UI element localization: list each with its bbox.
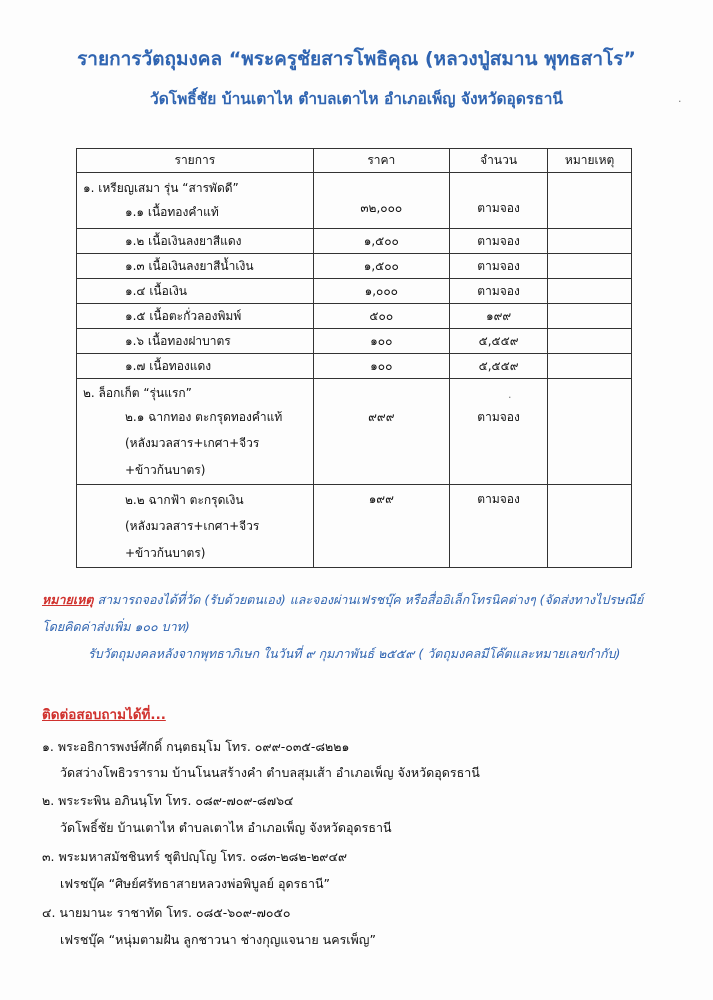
item-label: ๑.๖ เนื้อทองฝาบาตร — [125, 333, 231, 348]
remark-cell — [548, 304, 632, 329]
note-text-2: โดยคิดค่าส่งเพิ่ม ๑๐๐ บาท) — [42, 619, 190, 634]
contacts-heading: ติดต่อสอบถามได้ที่... — [42, 707, 166, 723]
item-cell — [77, 304, 314, 329]
remark-cell — [548, 485, 632, 568]
contact-detail: วัดสว่างโพธิวราราม บ้านโนนสร้างคำ ตำบลสุมเส้า อำเภอเพ็ญ จังหวัดอุดรธานี — [60, 765, 480, 780]
table-row — [77, 254, 632, 279]
price-cell: ๑,๐๐๐ — [313, 279, 449, 304]
col-header-price: ราคา — [313, 149, 449, 173]
quantity-cell: ตามจอง — [449, 229, 547, 254]
table-header-row — [77, 149, 632, 173]
note-text-1: สามารถจองได้ที่วัด (รับด้วยตนเอง) และจองผ่านเฟรชบุ๊ค หรือสื่ออิเล็กโทรนิคต่างๆ (จัดส่งทางไปรษณีย์ — [97, 592, 644, 607]
item-label: ๑.๓ เนื้อเงินลงยาสีน้ำเงิน — [125, 258, 254, 273]
contact-item-3 — [42, 847, 348, 891]
item-label: ๒.๒ ฉากฟ้า ตะกรุดเงิน — [125, 493, 244, 507]
table-row — [77, 329, 632, 354]
item-detail: (หลังมวลสาร+เกศา+จีวร — [125, 436, 260, 450]
price-cell: ๙๙๙ — [313, 379, 449, 485]
remark-cell — [548, 173, 632, 229]
quantity-cell: ๑๙๙ — [449, 304, 547, 329]
table-row — [77, 229, 632, 254]
contact-detail: วัดโพธิ์ชัย บ้านเตาไห ตำบลเตาไห อำเภอเพ็ญ จังหวัดอุดรธานี — [60, 820, 392, 835]
remark-cell — [548, 229, 632, 254]
document-title: รายการวัตถุมงคล “พระครูชัยสารโพธิคุณ (หลวงปู่สมาน พุทธสาโร” — [77, 48, 636, 70]
quantity-cell: ๕,๕๕๙ — [449, 329, 547, 354]
quantity-cell: ตามจอง — [449, 173, 547, 229]
remark-cell — [548, 254, 632, 279]
item-cell — [77, 485, 314, 568]
remark-cell — [548, 279, 632, 304]
contact-item-2 — [42, 791, 392, 835]
table-row — [77, 173, 632, 229]
price-cell: ๑,๕๐๐ — [313, 254, 449, 279]
document-subtitle: วัดโพธิ์ชัย บ้านเตาไห ตำบลเตาไห อำเภอเพ็ญ จังหวัดอุดรธานี — [149, 90, 564, 108]
remark-cell — [548, 354, 632, 379]
remark-cell — [548, 329, 632, 354]
item-label: ๑.๗ เนื้อทองแดง — [125, 358, 212, 373]
item-cell — [77, 173, 314, 229]
contact-name-phone: ๒. พระระพิน อภินนฺโท โทร. ๐๘๙-๗๐๙-๘๗๖๔ — [42, 793, 294, 808]
table-row — [77, 354, 632, 379]
table-row — [77, 304, 632, 329]
contact-name-phone: ๔. นายมานะ ราชาทัด โทร. ๐๘๕-๖๐๙-๗๐๕๐ — [42, 905, 291, 920]
price-cell: ๑๙๙ — [313, 485, 449, 568]
item-detail: (หลังมวลสาร+เกศา+จีวร — [125, 519, 260, 533]
remark-cell — [548, 379, 632, 485]
item-cell — [77, 279, 314, 304]
price-cell: ๑๐๐ — [313, 354, 449, 379]
quantity-cell: ตามจอง — [449, 379, 547, 485]
item-cell — [77, 354, 314, 379]
item-label: ๑.๔ เนื้อเงิน — [125, 283, 188, 298]
note-text-3: รับวัตถุมงคลหลังจากพุทธาภิเษก ในวันที่ ๙ กุมภาพันธ์ ๒๕๕๙ ( วัตถุมงคลมีโค๊ตและหมายเลขกำกับ) — [88, 646, 621, 661]
items-table — [76, 148, 632, 568]
contact-item-1 — [42, 737, 480, 780]
item-label: ๑.๕ เนื้อตะกั่วลองพิมพ์ — [125, 308, 242, 323]
item-cell — [77, 329, 314, 354]
contact-detail: เฟรชบุ๊ค “ศิษย์ศรัทธาสายหลวงพ่อพิบูลย์ อุดรธานี” — [60, 876, 330, 891]
note-section — [42, 586, 682, 640]
table-row — [77, 485, 632, 568]
price-cell: ๑,๕๐๐ — [313, 229, 449, 254]
item-label: ๒.๑ ฉากทอง ตะกรุดทองคำแท้ — [125, 410, 283, 424]
item-detail: +ข้าวก้นบาตร) — [125, 463, 206, 477]
item-label: ๑.๑ เนื้อทองคำแท้ — [125, 205, 219, 219]
quantity-cell: ตามจอง — [449, 254, 547, 279]
item-label: ๑.๒ เนื้อเงินลงยาสีแดง — [125, 233, 242, 248]
quantity-cell: ตามจอง — [449, 279, 547, 304]
col-header-item: รายการ — [77, 149, 314, 173]
table-row — [77, 379, 632, 485]
contact-name-phone: ๑. พระอธิการพงษ์ศักดิ์ กนฺตธมฺโม โทร. ๐๙๙-๐๓๕-๘๒๒๑ — [42, 739, 350, 754]
table-row — [77, 279, 632, 304]
note-label: หมายเหตุ — [42, 592, 94, 607]
contact-name-phone: ๓. พระมหาสมัชชินทร์ ชุติปญฺโญ โทร. ๐๘๓-๒๘๒-๒๙๔๙ — [42, 849, 348, 864]
group-heading-1: ๑. เหรียญเสมา รุ่น “สารพัดดี” — [83, 181, 239, 195]
price-cell: ๕๐๐ — [313, 304, 449, 329]
contact-detail: เฟรชบุ๊ค “หนุ่มตามฝัน ลูกชาวนา ช่างกุญแจนาย นครเพ็ญ” — [60, 932, 376, 947]
item-cell — [77, 254, 314, 279]
scan-speck: · — [678, 95, 682, 108]
group-heading-2: ๒. ล็อกเก็ต “รุ่นแรก” — [83, 386, 192, 400]
item-cell — [77, 229, 314, 254]
price-cell: ๓๒,๐๐๐ — [313, 173, 449, 229]
col-header-quantity: จำนวน — [449, 149, 547, 173]
contact-item-4 — [42, 903, 376, 947]
item-detail: +ข้าวก้นบาตร) — [125, 546, 206, 560]
col-header-remark: หมายเหตุ — [548, 149, 632, 173]
scan-speck: · — [508, 391, 512, 404]
price-cell: ๑๐๐ — [313, 329, 449, 354]
quantity-cell: ตามจอง — [449, 485, 547, 568]
quantity-cell: ๕,๕๕๙ — [449, 354, 547, 379]
item-cell — [77, 379, 314, 485]
